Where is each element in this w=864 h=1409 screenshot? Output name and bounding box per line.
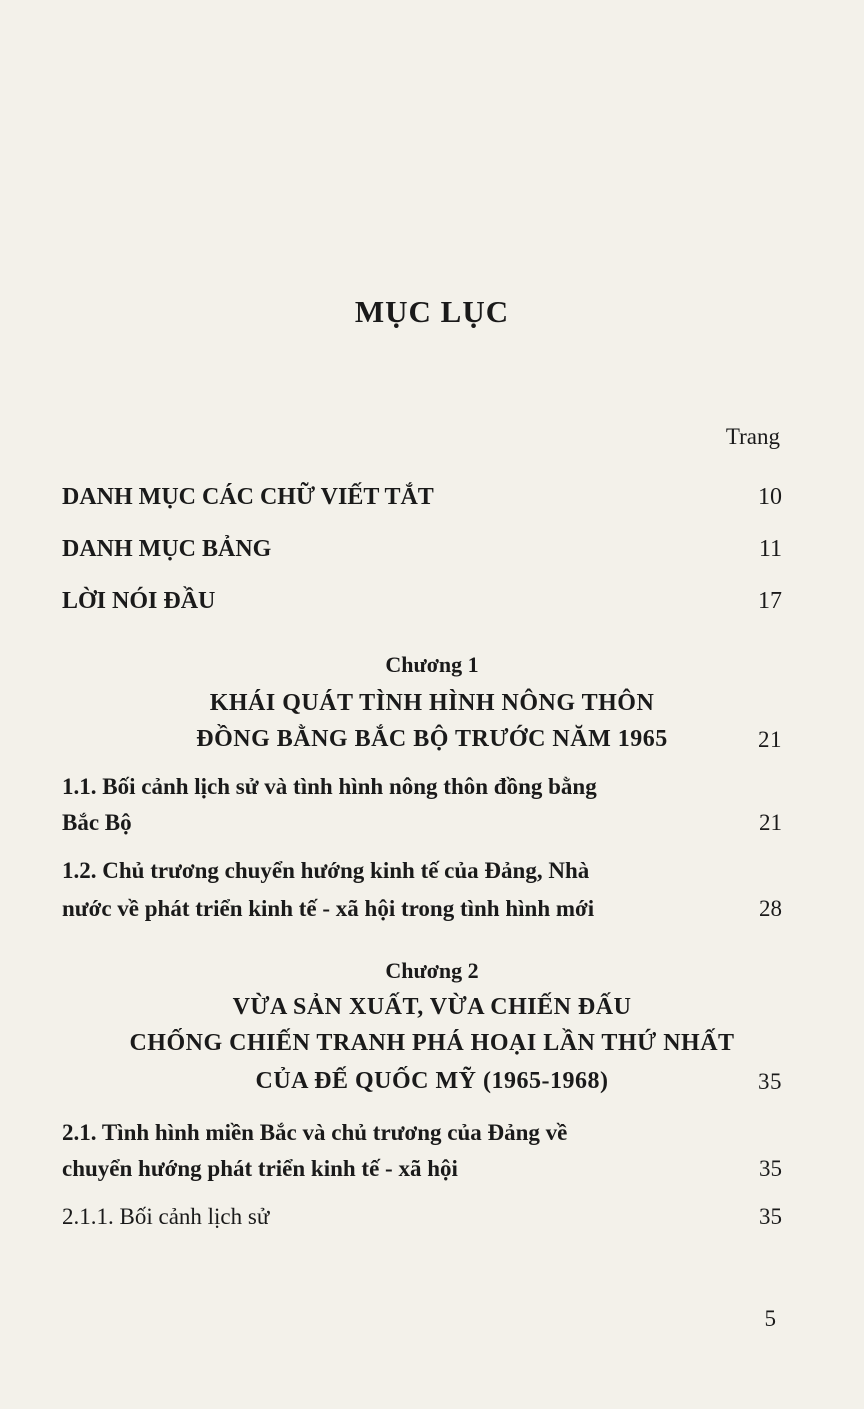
toc-section-line: 1.2. Chủ trương chuyển hướng kinh tế của Đảng, Nhà	[62, 858, 590, 883]
toc-entry-page: 17	[758, 588, 782, 614]
toc-entry-page: 35	[759, 1156, 782, 1181]
toc-entry-page: 28	[759, 896, 782, 921]
toc-section-line: chuyển hướng phát triển kinh tế - xã hội	[62, 1156, 458, 1181]
toc-section-1-2[interactable]	[62, 858, 782, 928]
toc-section-line: 2.1.1. Bối cảnh lịch sử	[62, 1204, 270, 1229]
chapter-1-page: 21	[758, 727, 782, 752]
toc-entry-page: 10	[758, 484, 782, 510]
page-column-label: Trang	[725, 424, 780, 449]
toc-section-line: nước về phát triển kinh tế - xã hội trong tình hình mới	[62, 896, 595, 921]
chapter-1-heading: Chương 1	[385, 652, 479, 677]
toc-section-2-1[interactable]	[62, 1120, 782, 1190]
toc-entry-page: 11	[758, 536, 782, 562]
toc-section-line: Bắc Bộ	[62, 810, 132, 835]
chapter-1-title-line: KHÁI QUÁT TÌNH HÌNH NÔNG THÔN	[209, 690, 655, 716]
toc-entry-page: 35	[759, 1204, 782, 1229]
toc-subsection-2-1-1[interactable]	[62, 1204, 782, 1238]
toc-section-1-1[interactable]	[62, 774, 782, 844]
page-number: 5	[764, 1306, 776, 1331]
chapter-2-title-line: CHỐNG CHIẾN TRANH PHÁ HOẠI LẦN THỨ NHẤT	[129, 1030, 735, 1056]
toc-entry-text: DANH MỤC BẢNG	[62, 536, 272, 562]
toc-entry-text: LỜI NÓI ĐẦU	[62, 588, 216, 614]
page-title: MỤC LỤC	[354, 294, 510, 329]
toc-entry-tables[interactable]	[62, 536, 782, 568]
toc-entry-text: DANH MỤC CÁC CHỮ VIẾT TẮT	[62, 484, 434, 510]
chapter-2-title-line: CỦA ĐẾ QUỐC MỸ (1965-1968)	[255, 1068, 609, 1094]
toc-entry-page: 21	[759, 810, 782, 835]
toc-entry-preface[interactable]	[62, 588, 782, 620]
toc-entry-abbreviations[interactable]	[62, 484, 782, 516]
chapter-2-page: 35	[758, 1069, 782, 1094]
toc-section-line: 2.1. Tình hình miền Bắc và chủ trương của Đảng về	[62, 1120, 568, 1145]
chapter-2-heading: Chương 2	[385, 958, 479, 983]
chapter-1-title-line: ĐỒNG BẰNG BẮC BỘ TRƯỚC NĂM 1965	[196, 726, 668, 752]
toc-section-line: 1.1. Bối cảnh lịch sử và tình hình nông thôn đồng bằng	[62, 774, 597, 799]
chapter-2-title-line: VỪA SẢN XUẤT, VỪA CHIẾN ĐẤU	[232, 994, 632, 1020]
